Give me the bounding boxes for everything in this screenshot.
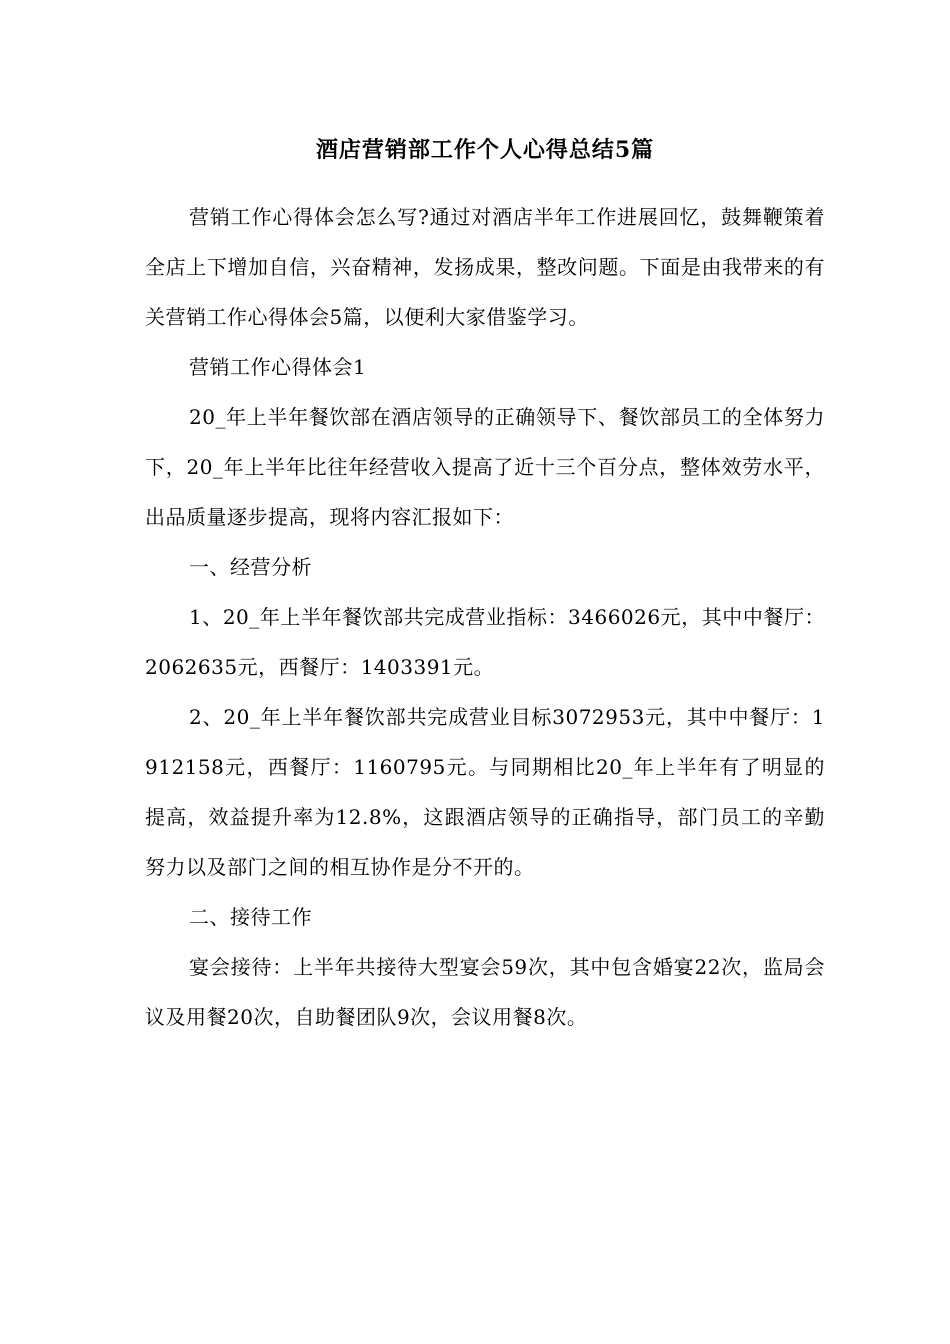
document-title: 酒店营销部工作个人心得总结5篇 [315, 137, 655, 163]
intro-paragraph: 营销工作心得体会怎么写?通过对酒店半年工作进展回忆，鼓舞鞭策着全店上下增加自信，兴奋精神，发扬成果，整改问题。下面是由我带来的有关营销工作心得体会5篇，以便利大家借鉴学习。 [145, 205, 825, 329]
section-heading-experience-1: 营销工作心得体会1 [189, 355, 367, 379]
document-body [145, 130, 825, 1042]
section-heading-business-analysis: 一、经营分析 [189, 555, 312, 579]
business-item-2: 2、20_年上半年餐饮部共完成营业目标3072953元，其中中餐厅：1912158元，西餐厅：1160795元。与同期相比20_年上半年有了明显的提高，效益提升率为12.8%，这跟酒店领导的正确指导，部门员工的辛勤努力以及部门之间的相互协作是分不开的。 [145, 705, 825, 879]
banquet-reception-paragraph: 宴会接待：上半年共接待大型宴会59次，其中包含婚宴22次，监局会议及用餐20次，自助餐团队9次，会议用餐8次。 [145, 955, 825, 1029]
section-heading-reception-work: 二、接待工作 [189, 905, 312, 929]
summary-paragraph: 20_年上半年餐饮部在酒店领导的正确领导下、餐饮部员工的全体努力下，20_年上半年比往年经营收入提高了近十三个百分点，整体效劳水平，出品质量逐步提高，现将内容汇报如下： [145, 405, 825, 529]
business-item-1: 1、20_年上半年餐饮部共完成营业指标：3466026元，其中中餐厅：2062635元，西餐厅：1403391元。 [145, 605, 825, 679]
